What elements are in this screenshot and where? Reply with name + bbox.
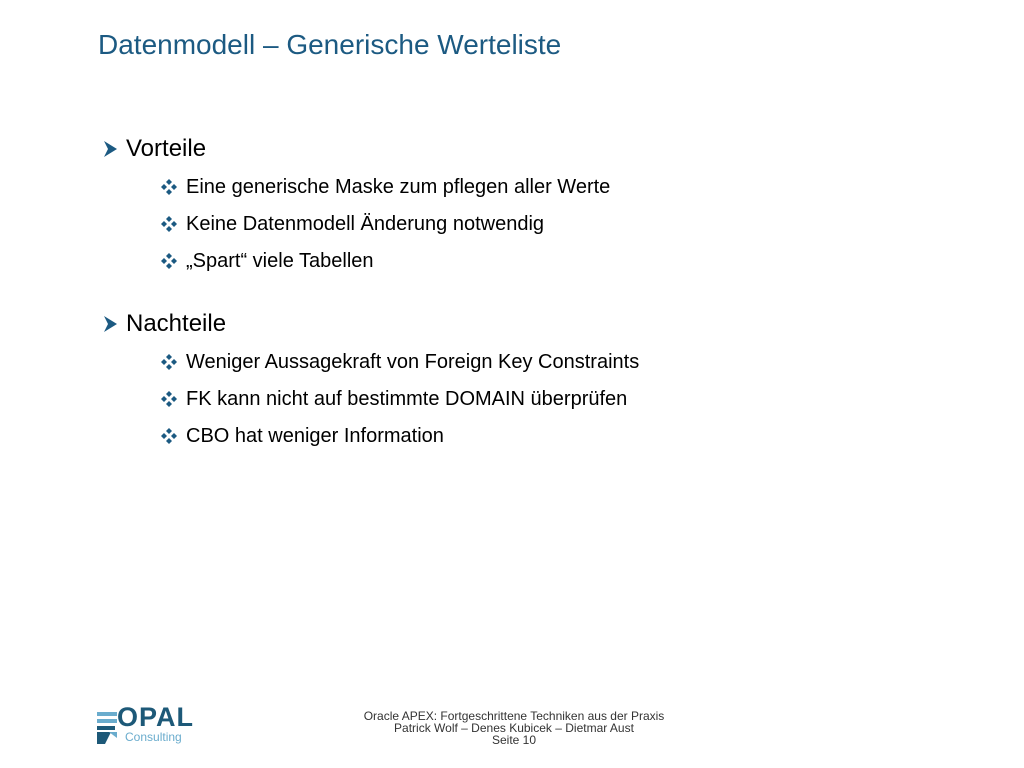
footer-line-authors: Patrick Wolf – Denes Kubicek – Dietmar Aust [394,721,634,735]
diamond-bullet-icon [160,215,178,233]
diamond-bullet-icon [160,427,178,445]
subbullet-label: „Spart“ viele Tabellen [186,250,374,272]
slide-title: Datenmodell – Generische Werteliste [98,29,562,60]
logo-subtitle: Consulting [125,730,182,744]
diamond-bullet-icon [160,178,178,196]
diamond-bullet-icon [160,390,178,408]
opal-consulting-logo [95,702,197,748]
diamond-bullet-icon [160,353,178,371]
diamond-bullet-icon [160,252,178,270]
bullet-vorteile [100,134,206,164]
bullet-nachteile [100,309,226,339]
subbullet-item [160,210,544,238]
subbullet-label: CBO hat weniger Information [186,425,444,447]
subbullet-item [160,385,627,413]
arrow-bullet-icon [100,139,120,159]
subbullet-item [160,247,374,275]
slide-footer [312,710,716,746]
subbullet-item [160,348,639,376]
subbullet-label: Eine generische Maske zum pflegen aller Werte [186,176,611,198]
bullet-label: Nachteile [126,310,227,337]
bullet-label: Vorteile [126,135,207,162]
subbullet-item [160,422,444,450]
logo-name: OPAL [117,702,194,732]
subbullet-label: Keine Datenmodell Änderung notwendig [186,213,545,235]
footer-line-title: Oracle APEX: Fortgeschrittene Techniken aus der Praxis [363,709,665,723]
subbullet-item [160,173,610,201]
subbullet-label: Weniger Aussagekraft von Foreign Key Constraints [186,351,640,373]
arrow-bullet-icon [100,314,120,334]
subbullet-label: FK kann nicht auf bestimmte DOMAIN überprüfen [186,388,628,410]
footer-line-page: Seite 10 [491,733,537,747]
